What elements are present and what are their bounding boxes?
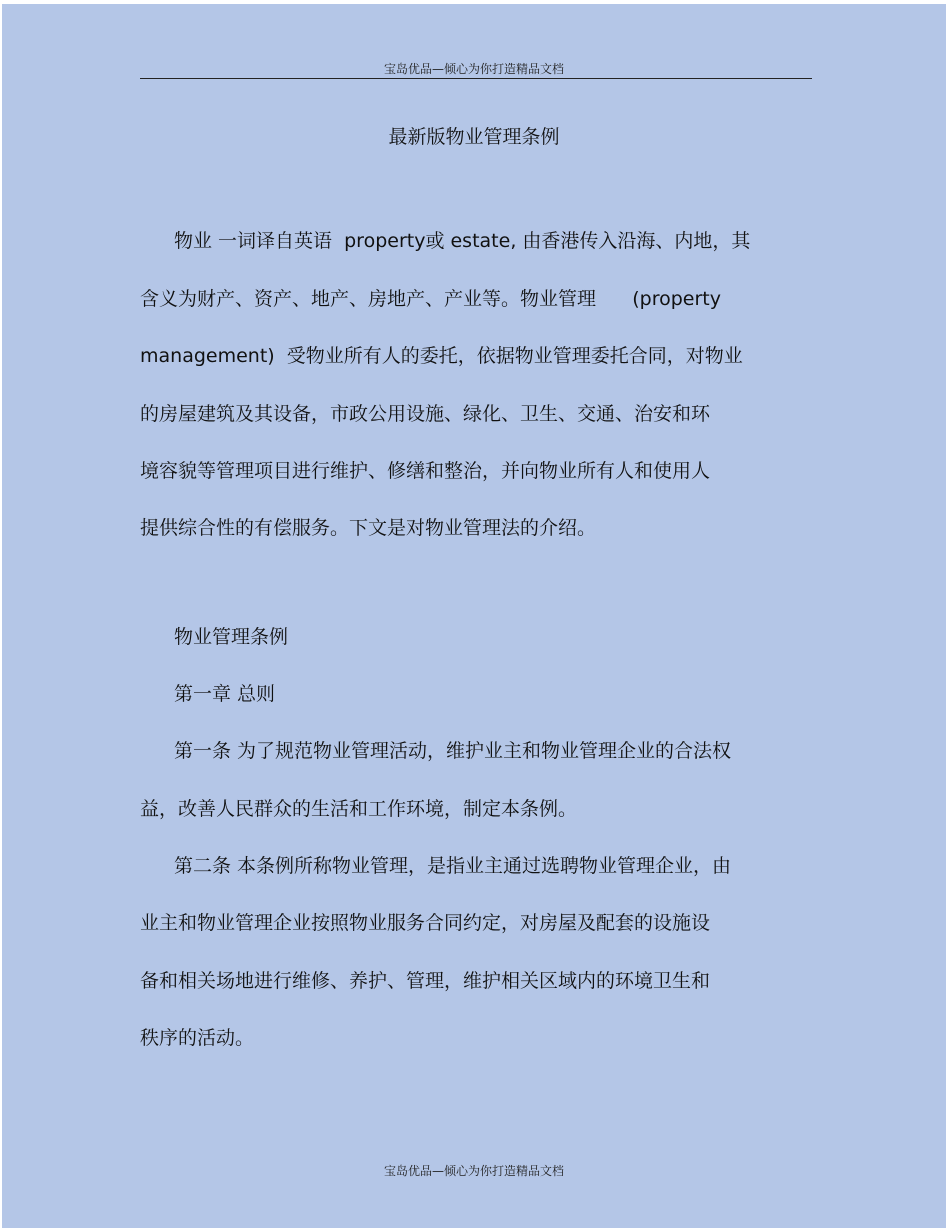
document-page bbox=[2, 4, 946, 1228]
document-title: 最新版物业管理条例 bbox=[388, 126, 560, 148]
intro-line: 境容貌等管理项目进行维护、修缮和整治，并向物业所有人和使用人 bbox=[140, 460, 711, 482]
article1-line: 益，改善人民群众的生活和工作环境，制定本条例。 bbox=[140, 798, 578, 820]
article2-line: 第二条 本条例所称物业管理，是指业主通过选聘物业管理企业，由 bbox=[174, 855, 732, 877]
intro-line: 含义为财产、资产、地产、房地产、产业等。物业管理 (property bbox=[140, 288, 721, 310]
page-header: 宝岛优品—倾心为你打造精品文档 bbox=[383, 62, 564, 76]
article2-line: 备和相关场地进行维修、养护、管理，维护相关区域内的环境卫生和 bbox=[140, 970, 711, 992]
article1-line: 第一条 为了规范物业管理活动，维护业主和物业管理企业的合法权 bbox=[174, 740, 732, 762]
intro-line: 提供综合性的有偿服务。下文是对物业管理法的介绍。 bbox=[140, 517, 597, 539]
page-footer: 宝岛优品—倾心为你打造精品文档 bbox=[383, 1164, 564, 1178]
article2-line: 业主和物业管理企业按照物业服务合同约定，对房屋及配套的设施设 bbox=[140, 912, 711, 934]
header-divider bbox=[140, 78, 812, 79]
section-title: 物业管理条例 bbox=[174, 626, 289, 648]
intro-line: 物业 一词译自英语 property或 estate, 由香港传入沿海、内地，其 bbox=[174, 230, 751, 252]
intro-line: 的房屋建筑及其设备，市政公用设施、绿化、卫生、交通、治安和环 bbox=[140, 403, 711, 425]
intro-line: management) 受物业所有人的委托，依据物业管理委托合同，对物业 bbox=[140, 345, 743, 367]
chapter-title: 第一章 总则 bbox=[174, 683, 276, 705]
article2-line: 秩序的活动。 bbox=[140, 1027, 255, 1049]
